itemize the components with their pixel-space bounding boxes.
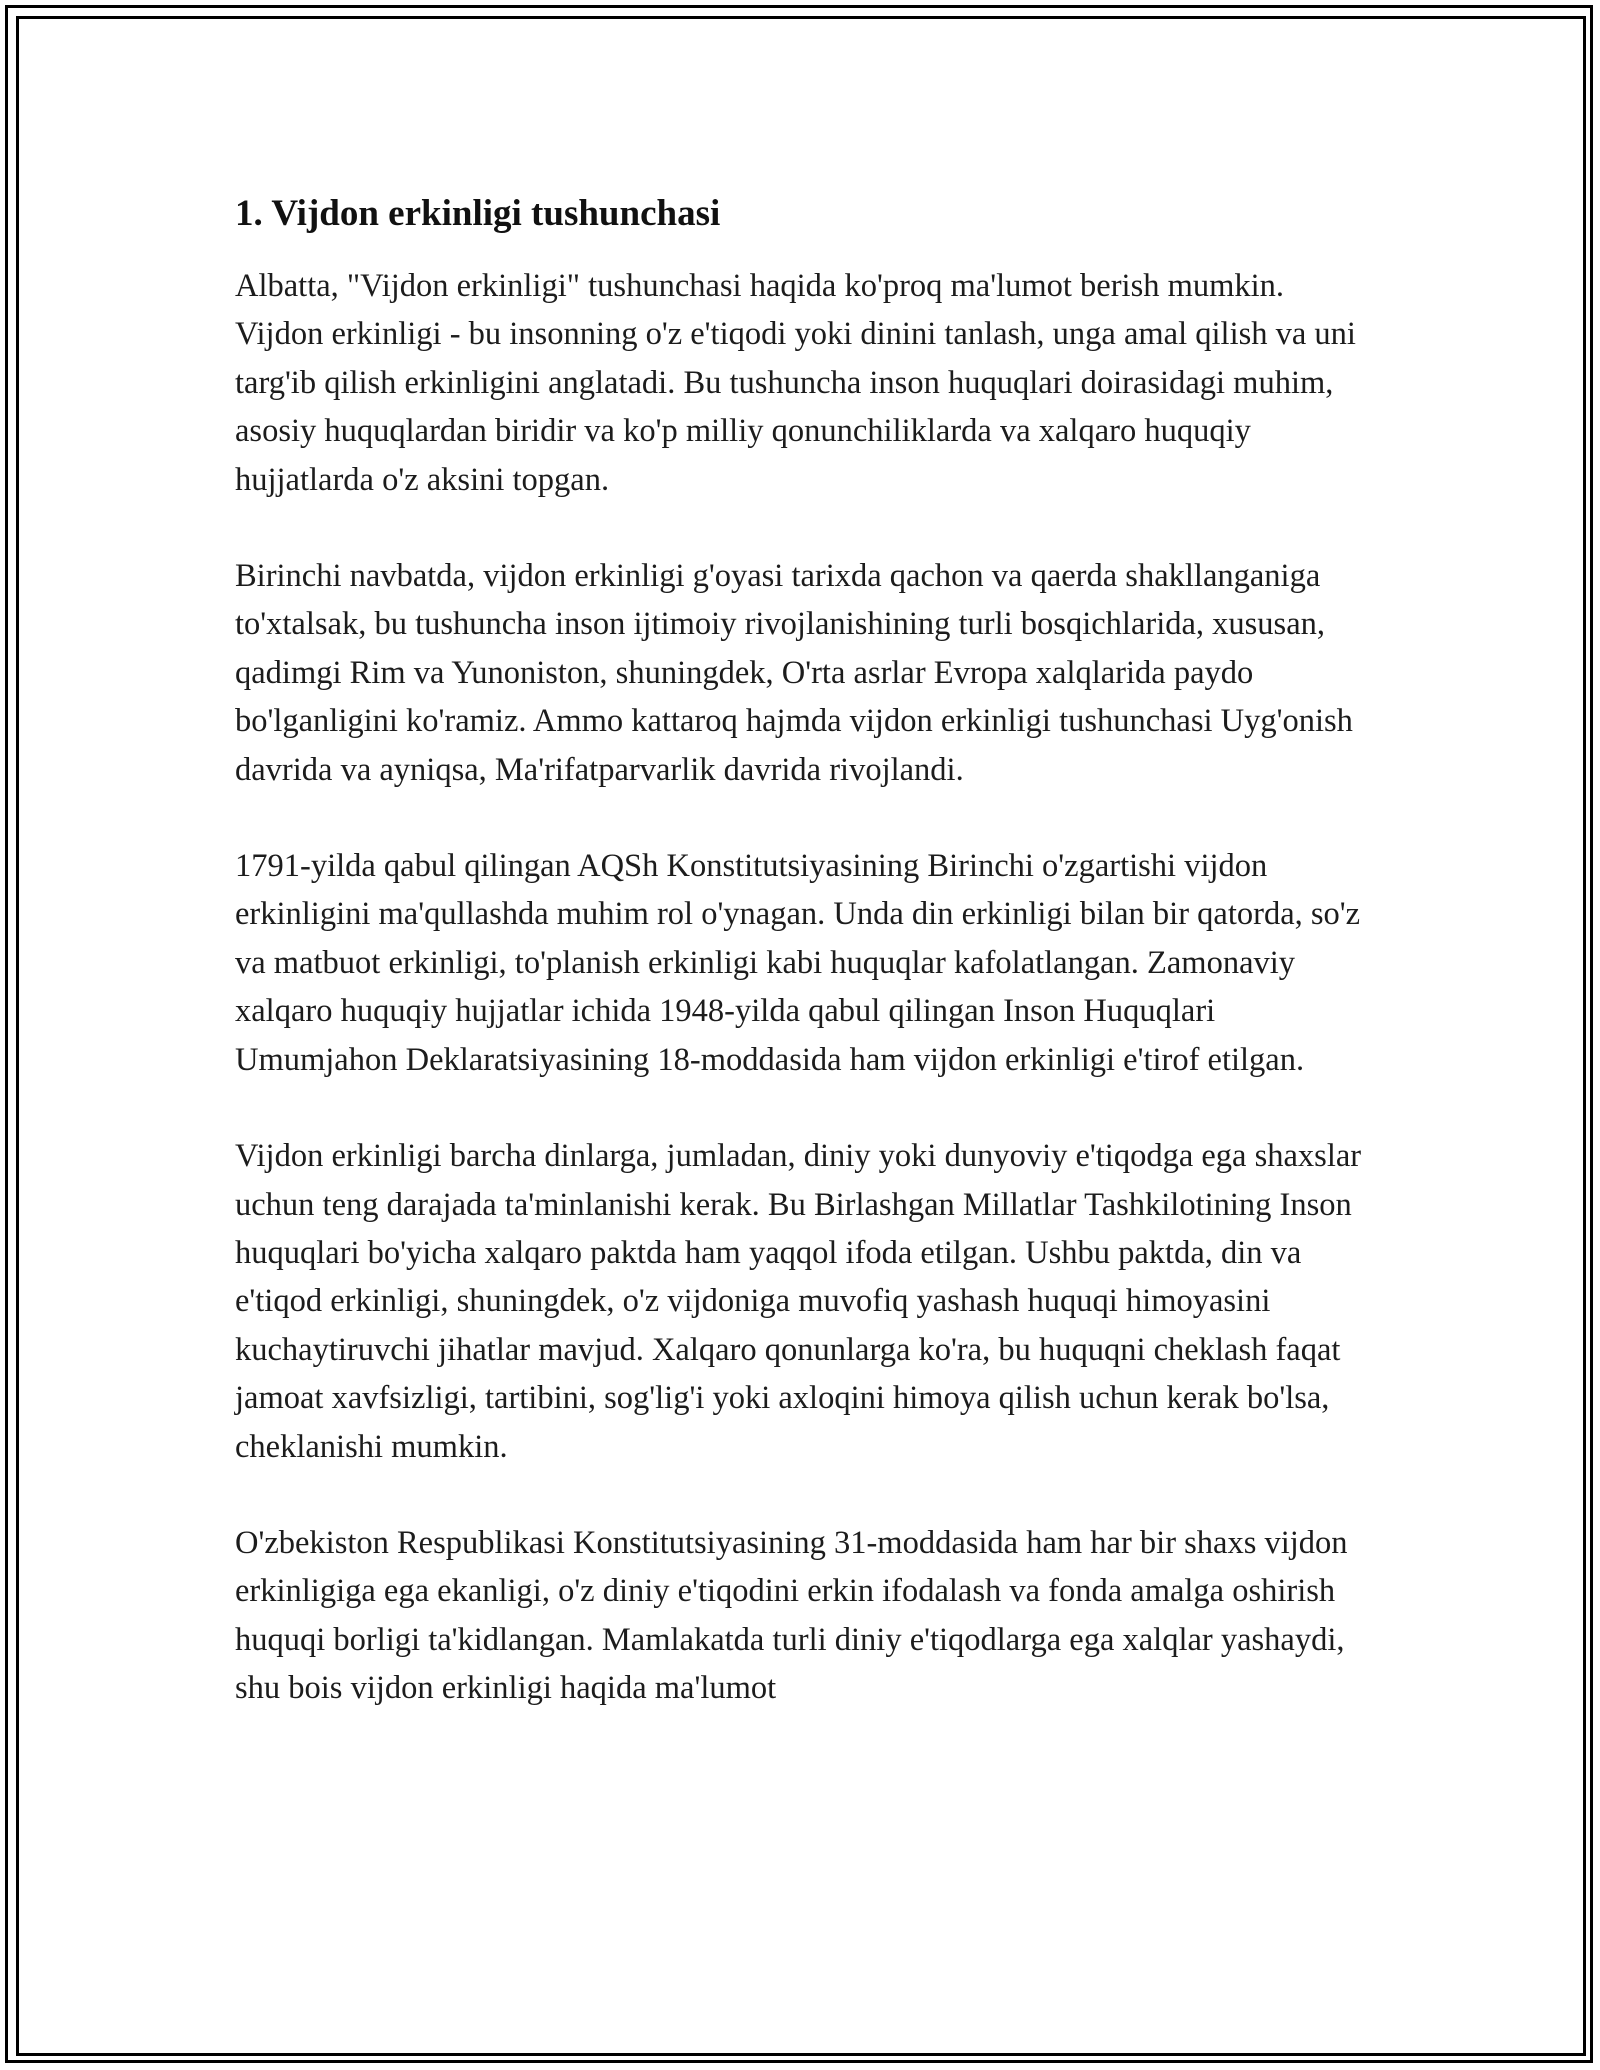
- paragraph-uzbekistan-constitution: O'zbekiston Respublikasi Konstitutsiyasining 31-moddasida ham har bir shaxs vijdon erkinligiga ega ekanligi, o'z diniy e'tiqodini erkin ifodalash va fonda amalga oshirish huquqi borligi ta'kidlangan. Mamlakatda turli diniy e'tiqodlarga ega xalqlar yashaydi, shu bois vijdon erkinligi haqida ma'lumot: [235, 1524, 1348, 1707]
- paragraph-usa-constitution: 1791-yilda qabul qilingan AQSh Konstitutsiyasining Birinchi o'zgartishi vijdon erkinligini ma'qullashda muhim rol o'ynagan. Unda din erkinligi bilan bir qatorda, so'z va matbuot erkinligi, to'planish erkinligi kabi huquqlar kafolatlangan. Zamonaviy xalqaro huquqiy hujjatlar ichida 1948-yilda qabul qilingan Inson Huquqlari Umumjahon Deklaratsiyasining 18-moddasida ham vijdon erkinligi e'tirof etilgan.: [235, 848, 1361, 1078]
- document-body: [235, 186, 1375, 1761]
- paragraph-definition: Albatta, "Vijdon erkinligi" tushunchasi haqida ko'proq ma'lumot berish mumkin. Vijdon erkinligi - bu insonning o'z e'tiqodi yoki dinini tanlash, unga amal qilish va uni targ'ib qilish erkinligini anglatadi. Bu tushuncha inson huquqlari doirasidagi muhim, asosiy huquqlardan biridir va ko'p milliy qonunchiliklarda va xalqaro huquqiy hujjatlarda o'z aksini topgan.: [235, 268, 1356, 498]
- paragraph-international-law: Vijdon erkinligi barcha dinlarga, jumladan, diniy yoki dunyoviy e'tiqodga ega shaxslar uchun teng darajada ta'minlanishi kerak. Bu Birlashgan Millatlar Tashkilotining Inson huquqlari bo'yicha xalqaro paktda ham yaqqol ifoda etilgan. Ushbu paktda, din va e'tiqod erkinligi, shuningdek, o'z vijdoniga muvofiq yashash huquqi himoyasini kuchaytiruvchi jihatlar mavjud. Xalqaro qonunlarga ko'ra, bu huquqni cheklash faqat jamoat xavfsizligi, tartibini, sog'lig'i yoki axloqini himoya qilish uchun kerak bo'lsa, cheklanishi mumkin.: [235, 1138, 1362, 1465]
- section-heading: 1. Vijdon erkinligi tushunchasi: [235, 193, 721, 234]
- paragraph-history: Birinchi navbatda, vijdon erkinligi g'oyasi tarixda qachon va qaerda shakllanganiga to'xtalsak, bu tushuncha inson ijtimoiy rivojlanishining turli bosqichlarida, xususan, qadimgi Rim va Yunoniston, shuningdek, O'rta asrlar Evropa xalqlarida paydo bo'lganligini ko'ramiz. Ammo kattaroq hajmda vijdon erkinligi tushunchasi Uyg'onish davrida va ayniqsa, Ma'rifatparvarlik davrida rivojlandi.: [235, 558, 1353, 788]
